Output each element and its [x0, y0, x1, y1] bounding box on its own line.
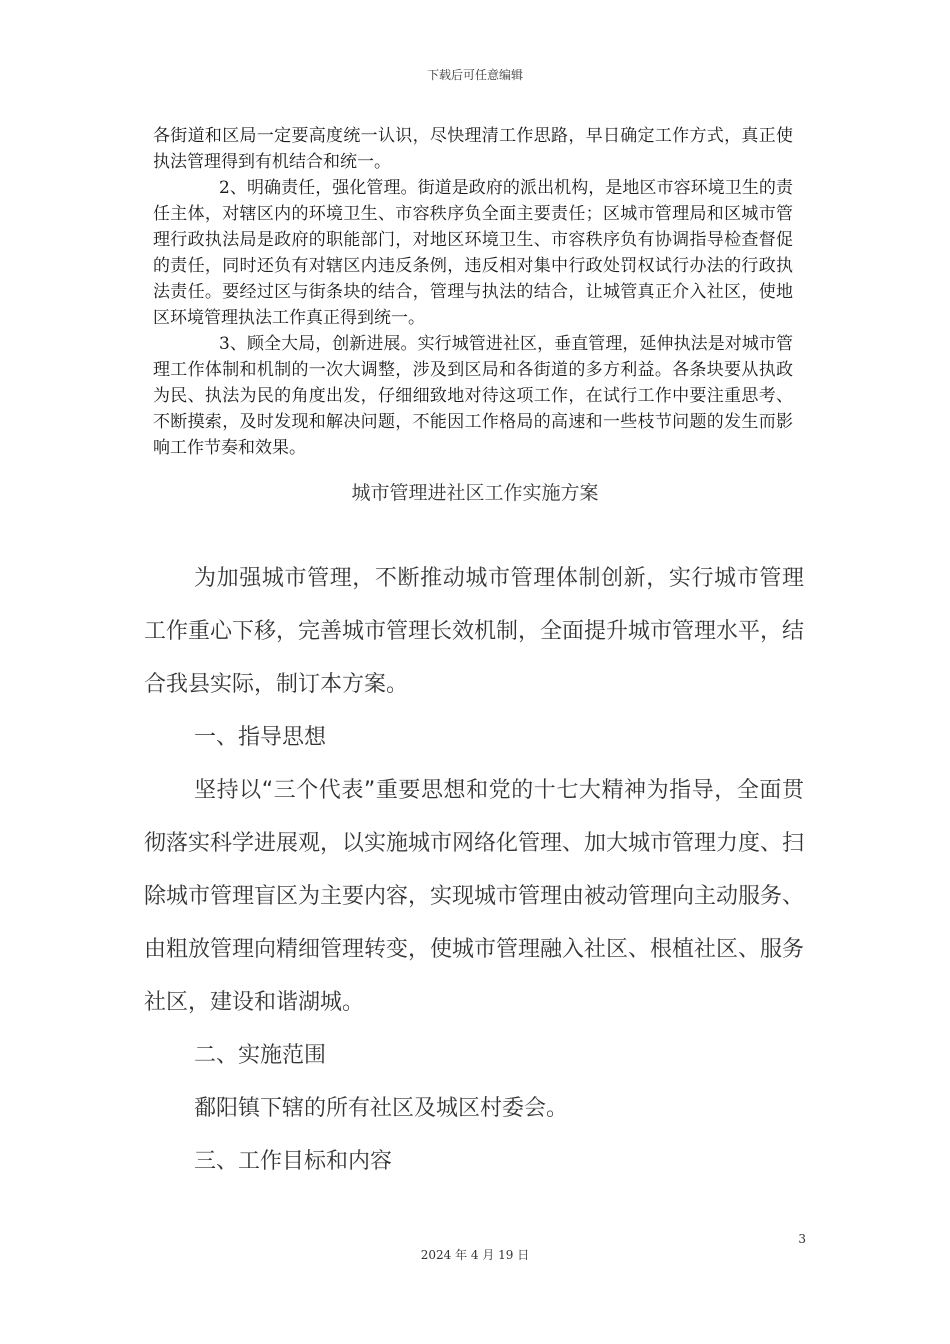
paragraph: 各街道和区局一定要高度统一认识，尽快理清工作思路，早日确定工作方式，真正使执法管理得到有机结合和统一。 [153, 126, 793, 172]
footer-date: 2024 年 4 月 19 日 [420, 1248, 530, 1262]
section-heading: 三、工作目标和内容 [194, 1149, 393, 1174]
lower-section [144, 552, 804, 1188]
section-heading: 二、实施范围 [194, 1043, 327, 1068]
header-note: 下载后可任意编辑 [426, 68, 523, 82]
paragraph: 坚持以“三个代表”重要思想和党的十七大精神为指导，全面贯彻落实科学进展观，以实施城市网络化管理、加大城市管理力度、扫除城市管理盲区为主要内容，实现城市管理由被动管理向主动服务、由粗放管理向精细管理转变，使城市管理融入社区、根植社区、服务社区，建设和谐湖城。 [144, 778, 805, 1015]
section-heading: 一、指导思想 [194, 725, 327, 750]
paragraph: 2、明确责任，强化管理。街道是政府的派出机构，是地区市容环境卫生的责任主体，对辖区内的环境卫生、市容秩序负全面主要责任；区城市管理局和区城市管理行政执法局是政府的职能部门，对地区环境卫生、市容秩序负有协调指导检查督促的责任，同时还负有对辖区内违反条例，违反相对集中行政处罚权试行办法的行政执法责任。要经过区与街条块的结合，管理与执法的结合，让城管真正介入社区，使地区环境管理执法工作真正得到统一。 [153, 178, 793, 328]
page-number: 3 [798, 1232, 806, 1246]
paragraph: 鄱阳镇下辖的所有社区及城区村委会。 [194, 1096, 569, 1121]
upper-section [153, 123, 793, 461]
document-title: 城市管理进社区工作实施方案 [351, 482, 599, 504]
paragraph: 为加强城市管理，不断推动城市管理体制创新，实行城市管理工作重心下移，完善城市管理长效机制，全面提升城市管理水平，结合我县实际，制订本方案。 [144, 566, 805, 697]
paragraph: 3、顾全大局，创新进展。实行城管进社区，垂直管理，延伸执法是对城市管理工作体制和机制的一次大调整，涉及到区局和各街道的多方利益。各条块要从执政为民、执法为民的角度出发，仔细细致地对待这项工作，在试行工作中要注重思考、不断摸索，及时发现和解决问题，不能因工作格局的高速和一些枝节问题的发生而影响工作节奏和效果。 [153, 334, 793, 458]
